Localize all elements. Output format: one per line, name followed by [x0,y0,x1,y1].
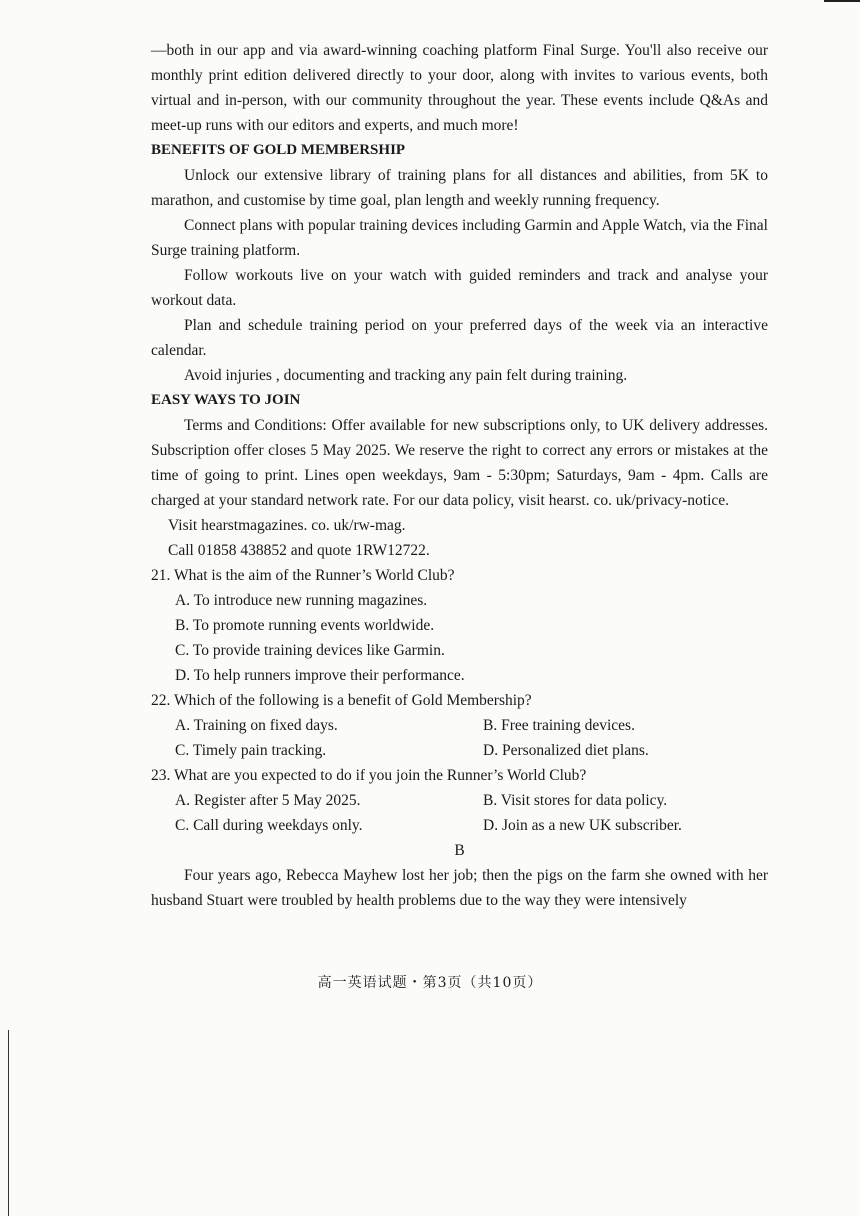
option-d: D. To help runners improve their performance. [175,667,465,684]
option-d: D. Join as a new UK subscriber. [483,817,682,834]
benefits-heading: BENEFITS OF GOLD MEMBERSHIP [151,142,406,158]
visit-line: Visit hearstmagazines. co. uk/rw-mag. [168,517,406,534]
call-line: Call 01858 438852 and quote 1RW12722. [168,542,430,559]
benefit-item: Follow workouts live on your watch with guided reminders and track and analyse your workout data. [151,267,768,309]
option-b: B. Free training devices. [483,717,635,734]
option-b: B. Visit stores for data policy. [483,792,668,809]
option-a: A. To introduce new running magazines. [175,592,428,609]
passage-a-continuation: —both in our app and via award-winning coaching platform Final Surge. You'll also receive our monthly print edition delivered directly to your door, along with invites to various events, both virtual and in-person, with our community throughout the year. These events include Q&As and meet-up runs with our editors and experts, and much more! [151,42,768,134]
option-a: A. Register after 5 May 2025. [175,792,361,809]
question-stem: 23. What are you expected to do if you join the Runner’s World Club? [151,767,587,784]
passage-b-opening: Four years ago, Rebecca Mayhew lost her job; then the pigs on the farm she owned with her husband Stuart were troubled by health problems due to the way they were intensively [151,867,768,909]
join-heading: EASY WAYS TO JOIN [151,392,301,408]
question-stem: 21. What is the aim of the Runner’s World Club? [151,567,455,584]
benefit-item: Plan and schedule training period on your preferred days of the week via an interactive calendar. [151,317,768,359]
terms-paragraph: Terms and Conditions: Offer available for new subscriptions only, to UK delivery addresses. Subscription offer closes 5 May 2025. We reserve the right to correct any errors or mistakes at the time of going to print. Lines open weekdays, 9am - 5:30pm; Saturdays, 9am - 4pm. Calls are charged at your standard network rate. For our data policy, visit hearst. co. uk/privacy-notice. [151,417,768,509]
benefit-item: Avoid injuries , documenting and tracking any pain felt during training. [184,367,628,384]
options-row [151,813,768,838]
section-b-label: B [454,842,465,859]
question-23 [151,763,768,838]
question-21 [151,563,768,688]
benefit-item: Connect plans with popular training devices including Garmin and Apple Watch, via the Final Surge training platform. [151,217,768,259]
options-row [151,713,768,738]
question-22 [151,688,768,763]
corner-crop-mark [824,0,860,2]
option-a: A. Training on fixed days. [175,717,338,734]
options-row [151,788,768,813]
page-content [151,38,768,913]
option-c: C. To provide training devices like Garmin. [175,642,445,659]
benefit-item: Unlock our extensive library of training plans for all distances and abilities, from 5K to marathon, and customise by time goal, plan length and weekly running frequency. [151,167,768,209]
option-b: B. To promote running events worldwide. [175,617,435,634]
option-d: D. Personalized diet plans. [483,742,649,759]
margin-edge-line [8,1030,9,1216]
option-c: C. Timely pain tracking. [175,742,327,759]
option-c: C. Call during weekdays only. [175,817,363,834]
page-footer: 高一英语试题・第3页（共10页） [317,975,543,991]
options-row [151,738,768,763]
question-stem: 22. Which of the following is a benefit of Gold Membership? [151,692,532,709]
